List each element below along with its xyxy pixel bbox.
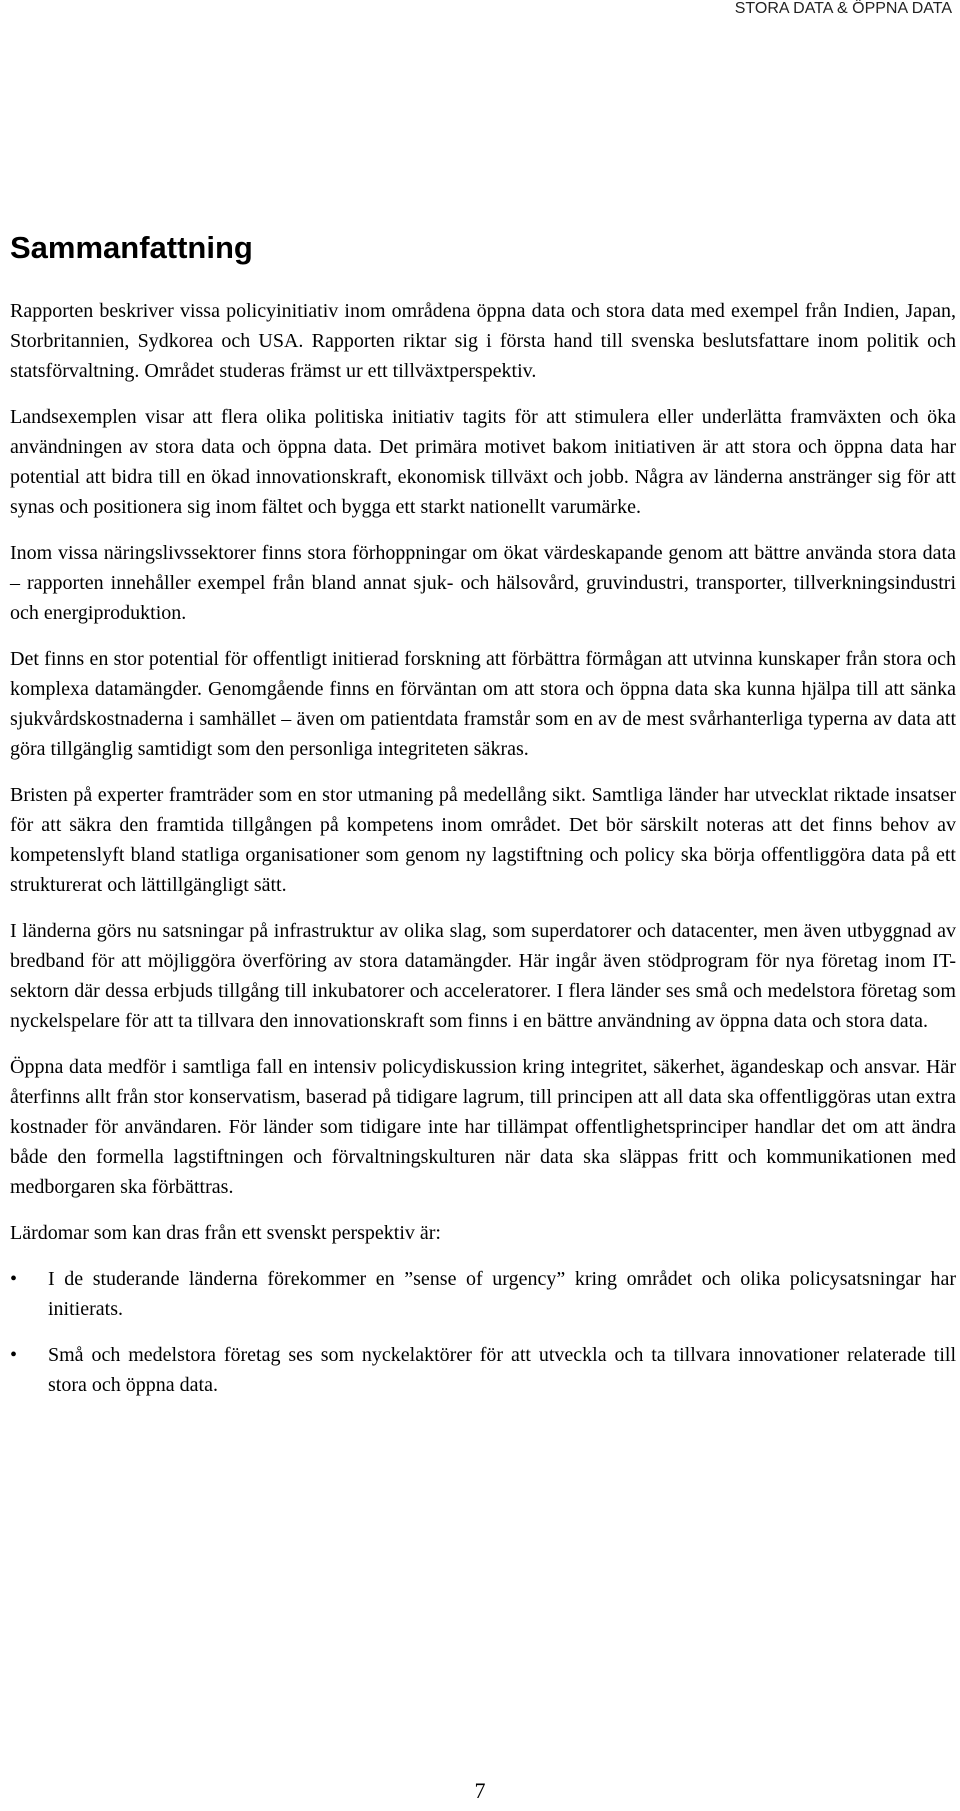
paragraph: Det finns en stor potential för offentligt initierad forskning att förbättra förmågan att utvinna kunskaper från stora och komplexa datamängder. Genomgående finns en förväntan om att stora och öppna data ska kunna hjälpa till att sänka sjukvårdskostnaderna i samhället – även om patientdata framstår som en av de mest svårhanterliga typerna av data att göra tillgänglig samtidigt som den personliga integriteten säkras. (10, 648, 956, 760)
running-header: STORA DATA & ÖPPNA DATA (734, 0, 952, 17)
paragraph: I länderna görs nu satsningar på infrastruktur av olika slag, som superdatorer och datacenter, men även utbyggnad av bredband för att möjliggöra överföring av stora datamängder. Här ingår även stödprogram för nya företag inom IT-sektorn där dessa erbjuds tillgång till inkubatorer och acceleratorer. I flera länder ses små och medelstora företag som nyckelspelare för att ta tillvara den innovationskraft som finns i en bättre användning av öppna data och stora data. (10, 920, 956, 1032)
section-title: Sammanfattning (10, 230, 253, 265)
page-number: 7 (474, 1778, 486, 1803)
bullet-icon: • (10, 1344, 18, 1366)
paragraph: Landsexemplen visar att flera olika politiska initiativ tagits för att stimulera eller underlätta framväxten och öka användningen av stora data och öppna data. Det primära motivet bakom initiativen är att stora och öppna data har potential att bidra till en ökad innovationskraft, ekonomisk tillväxt och jobb. Några av länderna anstränger sig för att synas och positionera sig inom fältet och bygga ett starkt nationellt varumärke. (10, 406, 956, 518)
paragraph: Inom vissa näringslivssektorer finns stora förhoppningar om ökat värdeskapande genom att bättre använda stora data – rapporten innehåller exempel från bland annat sjuk- och hälsovård, gruvindustri, transporter, tillverkningsindustri och energiproduktion. (10, 542, 956, 624)
list-item-text: I de studerande länderna förekommer en ”sense of urgency” kring området och olika policysatsningar har initierats. (48, 1268, 956, 1320)
lessons-intro: Lärdomar som kan dras från ett svenskt perspektiv är: (10, 1222, 441, 1244)
body-text (10, 296, 956, 1416)
lessons-list (10, 1264, 956, 1400)
paragraph: Öppna data medför i samtliga fall en intensiv policydiskussion kring integritet, säkerhet, ägandeskap och ansvar. Här återfinns allt från stor konservatism, baserad på tidigare lagrum, till principen att all data ska offentliggöras utan extra kostnader för användaren. För länder som tidigare inte har tillämpat offentlighetsprinciper handlar det om att ändra både den formella lagstiftningen och förvaltningskulturen när data ska släppas fritt och kommunikationen med medborgaren ska förbättras. (10, 1056, 956, 1198)
list-item (10, 1264, 956, 1324)
list-item-text: Små och medelstora företag ses som nyckelaktörer för att utveckla och ta tillvara innovationer relaterade till stora och öppna data. (48, 1344, 956, 1396)
paragraph: Rapporten beskriver vissa policyinitiativ inom områdena öppna data och stora data med exempel från Indien, Japan, Storbritannien, Sydkorea och USA. Rapporten riktar sig i första hand till svenska beslutsfattare inom politik och statsförvaltning. Området studeras främst ur ett tillväxtperspektiv. (10, 300, 956, 382)
paragraph: Bristen på experter framträder som en stor utmaning på medellång sikt. Samtliga länder har utvecklat riktade insatser för att säkra den framtida tillgången på kompetens inom området. Det bör särskilt noteras att det finns behov av kompetenslyft bland statliga organisationer som genom ny lagstiftning och policy ska börja offentliggöra data på ett strukturerat och lättillgängligt sätt. (10, 784, 956, 896)
bullet-icon: • (10, 1268, 18, 1290)
list-item (10, 1340, 956, 1400)
